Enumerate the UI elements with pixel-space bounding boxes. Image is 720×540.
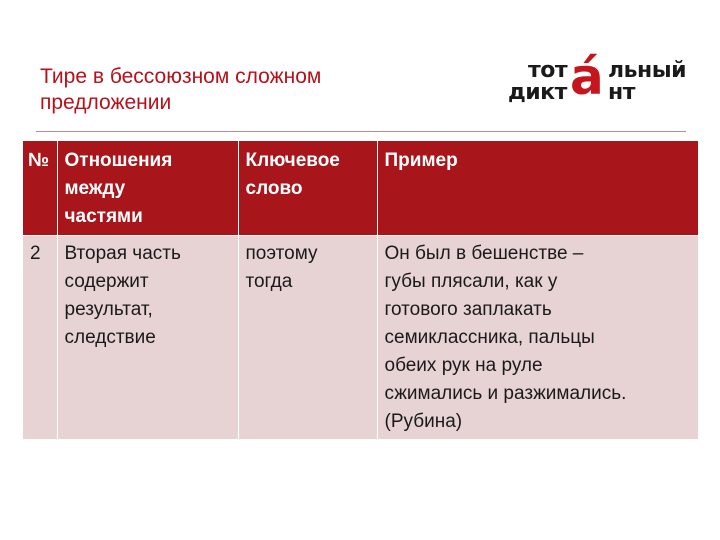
logo-text-nt: нт bbox=[608, 80, 635, 105]
row-relations: Вторая часть содержит результат, следствие bbox=[57, 236, 238, 440]
header-example: Пример bbox=[377, 141, 698, 236]
header-number: № bbox=[23, 141, 57, 236]
totalny-diktant-logo bbox=[506, 48, 696, 108]
title-divider bbox=[36, 131, 686, 132]
header-keyword: Ключевое слово bbox=[238, 141, 377, 236]
row-keyword: поэтому тогда bbox=[238, 236, 377, 440]
logo-text-dikt: дикт bbox=[508, 80, 567, 105]
row-number: 2 bbox=[23, 236, 57, 440]
slide-title-line-2: предложении bbox=[40, 91, 172, 114]
dash-rules-table bbox=[23, 141, 698, 439]
slide-title-line-1: Тире в бессоюзном сложном bbox=[40, 65, 322, 88]
logo-text-lny: льный bbox=[608, 58, 687, 83]
row-example: Он был в бешенстве – губы плясали, как у готового заплакать семиклассника, пальцы обеих рук на руле сжимались и разжимались. (Рубина) bbox=[377, 236, 698, 440]
table-header-row bbox=[23, 141, 698, 236]
header-relations: Отношения между частями bbox=[57, 141, 238, 236]
logo-text-tot: тот bbox=[528, 58, 568, 83]
logo-accent-letter: á bbox=[570, 48, 604, 106]
table-row bbox=[23, 236, 698, 440]
slide-title bbox=[40, 64, 440, 116]
